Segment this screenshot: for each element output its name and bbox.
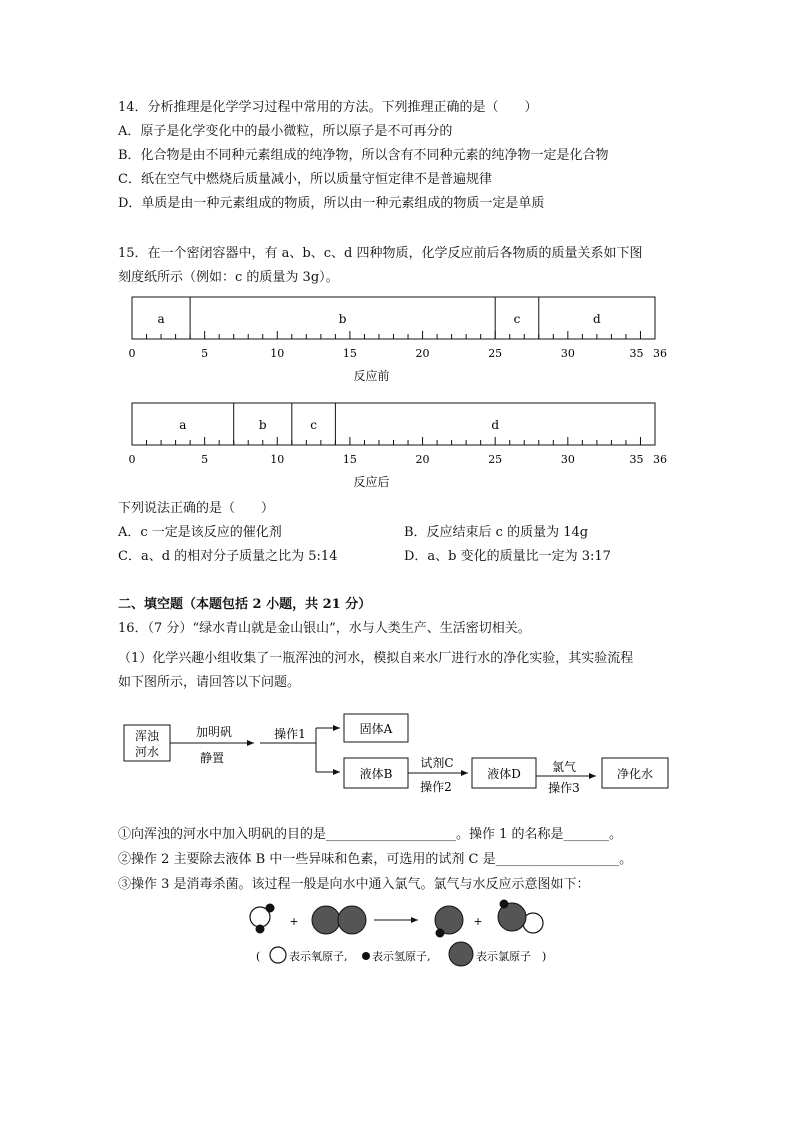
tick-label: 15 (342, 347, 357, 360)
scale-before-chart (100, 290, 700, 390)
q16-blank2: ②操作 2 主要除去液体 B 中一些异味和色素，可选用的试剂 C 是___________________。 (118, 852, 633, 867)
liquid-b-label: 液体B (359, 767, 393, 781)
tick-label: 0 (128, 453, 136, 466)
tick-label: 20 (415, 347, 430, 360)
solid-a-label: 固体A (359, 722, 393, 736)
q15-stem-line1: 15．在一个密闭容器中，有 a、b、c、d 四种物质，化学反应前后各物质的质量关系如下图 (118, 246, 643, 261)
chlorine-water-reaction-diagram (0, 895, 794, 975)
tick-label: 20 (415, 453, 430, 466)
hydrogen-atom-legend-icon (362, 952, 370, 960)
q14-option-c: C．纸在空气中燃烧后质量减小，所以质量守恒定律不是普遍规律 (118, 172, 492, 187)
op3-label: 操作3 (548, 781, 580, 795)
scale-after-chart (100, 396, 700, 496)
plus-sign-2: + (473, 915, 483, 928)
segment-label-c: c (310, 418, 317, 432)
legend-open-paren: ( (256, 950, 261, 963)
q16-part1-line1: （1）化学兴趣小组收集了一瓶浑浊的河水，模拟自来水厂进行水的净化实验，其实验流程 (118, 651, 634, 666)
river-label-1: 浑浊 (134, 729, 160, 743)
tick-label: 30 (560, 347, 575, 360)
scale-caption: 反应后 (353, 475, 390, 489)
step1-top-label: 加明矾 (195, 725, 233, 739)
water-molecule-icon (250, 904, 275, 934)
q15-option-d: D．a、b 变化的质量比一定为 3:17 (404, 549, 611, 564)
tick-label: 0 (128, 347, 136, 360)
segment-label-a: a (179, 418, 187, 432)
tick-label: 10 (270, 347, 285, 360)
tick-label: 36 (653, 347, 667, 360)
q16-stem: 16．（7 分）“绿水青山就是金山银山”，水与人类生产、生活密切相关。 (118, 621, 531, 636)
section2-heading: 二、填空题（本题包括 2 小题，共 21 分） (118, 597, 372, 612)
water-purification-flow (0, 700, 794, 810)
tick-label: 10 (270, 453, 285, 466)
scale-frame (132, 403, 655, 445)
q16-part1-line2: 如下图所示，请回答以下问题。 (118, 675, 301, 690)
scale-frame (132, 297, 655, 339)
q16-blank3: ③操作 3 是消毒杀菌。该过程一般是向水中通入氯气。氯气与水反应示意图如下： (118, 877, 590, 892)
tick-label: 25 (488, 453, 503, 466)
segment-label-d: d (491, 418, 500, 432)
chlorine-label: 氯气 (551, 760, 577, 774)
tick-label: 36 (653, 453, 667, 466)
scale-caption: 反应前 (353, 369, 390, 383)
segment-label-b: b (258, 418, 267, 432)
q15-option-b: B．反应结束后 c 的质量为 14g (404, 525, 589, 540)
op1-label: 操作1 (274, 727, 306, 741)
segment-label-b: b (338, 312, 347, 326)
tick-label: 25 (488, 347, 503, 360)
q15-option-c: C．a、d 的相对分子质量之比为 5:14 (118, 549, 338, 564)
liquid-d-label: 液体D (487, 767, 521, 781)
tick-label: 5 (201, 453, 209, 466)
step1-bottom-label: 静置 (199, 751, 225, 765)
hcl-molecule-icon (435, 906, 463, 938)
segment-label-a: a (157, 312, 165, 326)
q16-blank1: ①向浑浊的河水中加入明矾的目的是____________________。操作 1 的名称是_______。 (118, 827, 623, 842)
q15-stem-line2: 刻度纸所示（例如：c 的质量为 3g）。 (118, 270, 339, 285)
q14-option-d: D．单质是由一种元素组成的物质，所以由一种元素组成的物质一定是单质 (118, 196, 545, 211)
tick-label: 35 (629, 347, 644, 360)
tick-label: 35 (629, 453, 644, 466)
hclo-molecule-icon (498, 900, 543, 934)
reagent-c-label: 试剂C (420, 756, 454, 770)
legend-oxygen: 表示氧原子, (289, 950, 348, 963)
q14-option-b: B．化合物是由不同种元素组成的纯净物，所以含有不同种元素的纯净物一定是化合物 (118, 148, 609, 163)
segment-label-d: d (593, 312, 601, 326)
q15-question: 下列说法正确的是（ ） (118, 501, 275, 516)
chlorine-molecule-icon (312, 906, 366, 934)
legend-chlorine: 表示氯原子 (476, 950, 531, 963)
plus-sign-1: + (289, 915, 299, 928)
segment-label-c: c (513, 312, 521, 326)
tick-label: 30 (560, 453, 575, 466)
river-label-2: 河水 (134, 745, 160, 759)
purified-water-label: 净化水 (616, 767, 654, 781)
legend-hydrogen: 表示氢原子, (372, 950, 431, 963)
op2-label: 操作2 (420, 780, 452, 794)
q14-stem: 14．分析推理是化学学习过程中常用的方法。下列推理正确的是（ ） (118, 100, 538, 115)
oxygen-atom-legend-icon (270, 947, 286, 963)
q15-option-a: A．c 一定是该反应的催化剂 (118, 525, 282, 540)
chlorine-atom-legend-icon (449, 942, 473, 966)
tick-label: 5 (201, 347, 209, 360)
legend-close-paren: ) (542, 950, 547, 963)
q14-option-a: A．原子是化学变化中的最小微粒，所以原子是不可再分的 (118, 124, 453, 139)
tick-label: 15 (342, 453, 357, 466)
